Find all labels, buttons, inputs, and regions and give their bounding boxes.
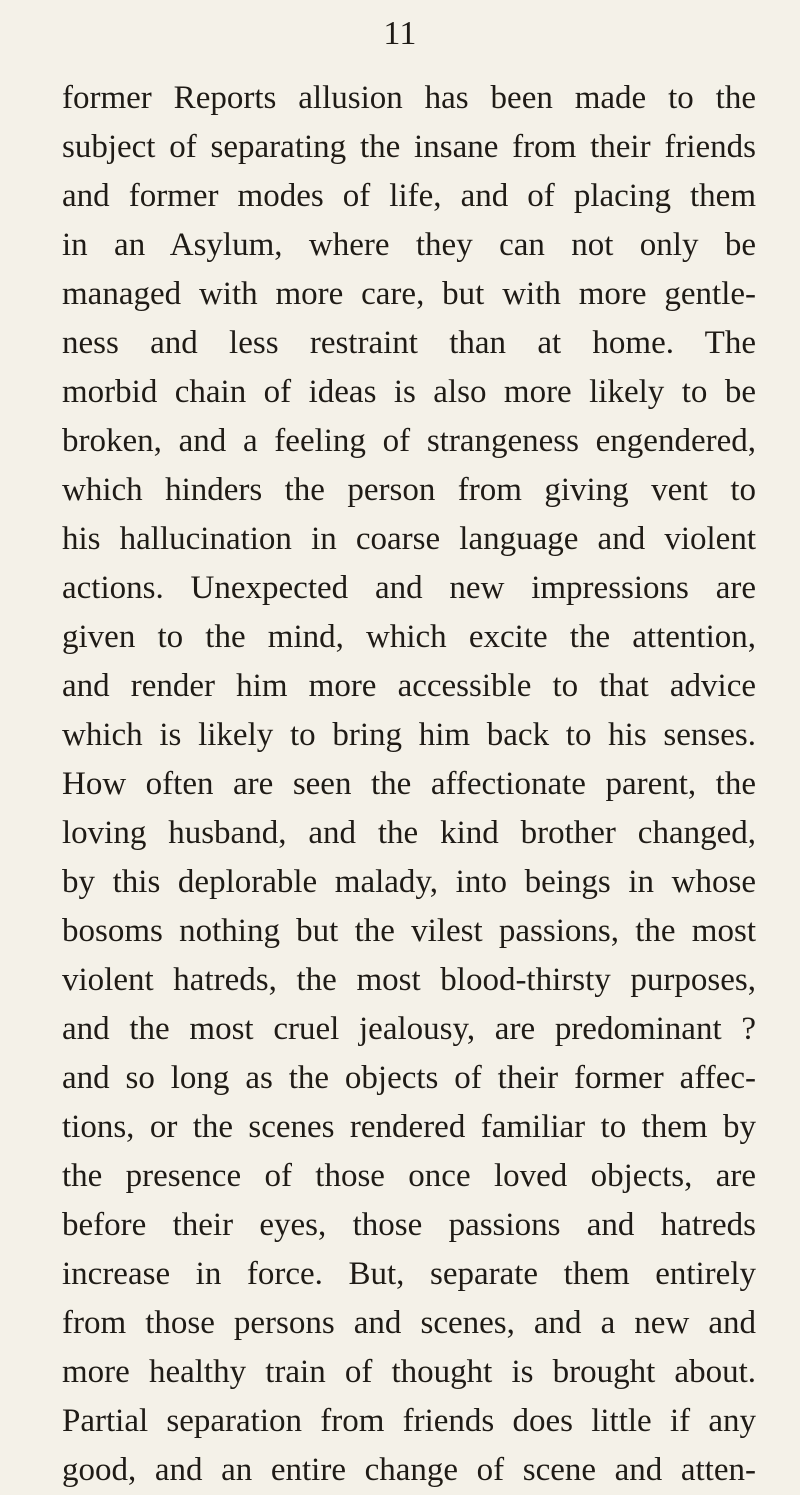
text-line-26: from those persons and scenes, and a new and [62, 1305, 756, 1341]
text-line-2: subject of separating the insane from their friends [62, 129, 756, 165]
text-line-18: bosoms nothing but the vilest passions, the most [62, 913, 756, 949]
text-line-8: broken, and a feeling of strangeness engendered, [62, 423, 756, 459]
text-line-3: and former modes of life, and of placing them [62, 178, 756, 214]
text-line-6: ness and less restraint than at home. The [62, 325, 756, 361]
text-line-20: and the most cruel jealousy, are predominant ? [62, 1011, 756, 1047]
text-line-21: and so long as the objects of their former affec- [62, 1060, 756, 1096]
text-line-5: managed with more care, but with more gentle- [62, 276, 756, 312]
body-text [62, 74, 756, 1495]
text-line-23: the presence of those once loved objects, are [62, 1158, 756, 1194]
text-line-11: actions. Unexpected and new impressions are [62, 570, 756, 606]
text-line-29: good, and an entire change of scene and atten- [62, 1452, 756, 1488]
text-line-16: loving husband, and the kind brother changed, [62, 815, 756, 851]
text-line-7: morbid chain of ideas is also more likely to be [62, 374, 756, 410]
text-line-1: former Reports allusion has been made to the [62, 80, 756, 116]
text-line-13: and render him more accessible to that advice [62, 668, 756, 704]
text-line-28: Partial separation from friends does little if any [62, 1403, 756, 1439]
page-number: 11 [383, 15, 417, 52]
text-line-4: in an Asylum, where they can not only be [62, 227, 756, 263]
text-line-14: which is likely to bring him back to his senses. [62, 717, 756, 753]
text-line-19: violent hatreds, the most blood-thirsty purposes, [62, 962, 756, 998]
text-line-25: increase in force. But, separate them entirely [62, 1256, 756, 1292]
text-line-22: tions, or the scenes rendered familiar to them by [62, 1109, 756, 1145]
text-line-24: before their eyes, those passions and hatreds [62, 1207, 756, 1243]
text-line-9: which hinders the person from giving vent to [62, 472, 756, 508]
text-line-27: more healthy train of thought is brought about. [62, 1354, 756, 1390]
text-line-15: How often are seen the affectionate parent, the [62, 766, 756, 802]
text-line-17: by this deplorable malady, into beings in whose [62, 864, 756, 900]
text-line-12: given to the mind, which excite the attention, [62, 619, 756, 655]
text-line-10: his hallucination in coarse language and violent [62, 521, 756, 557]
